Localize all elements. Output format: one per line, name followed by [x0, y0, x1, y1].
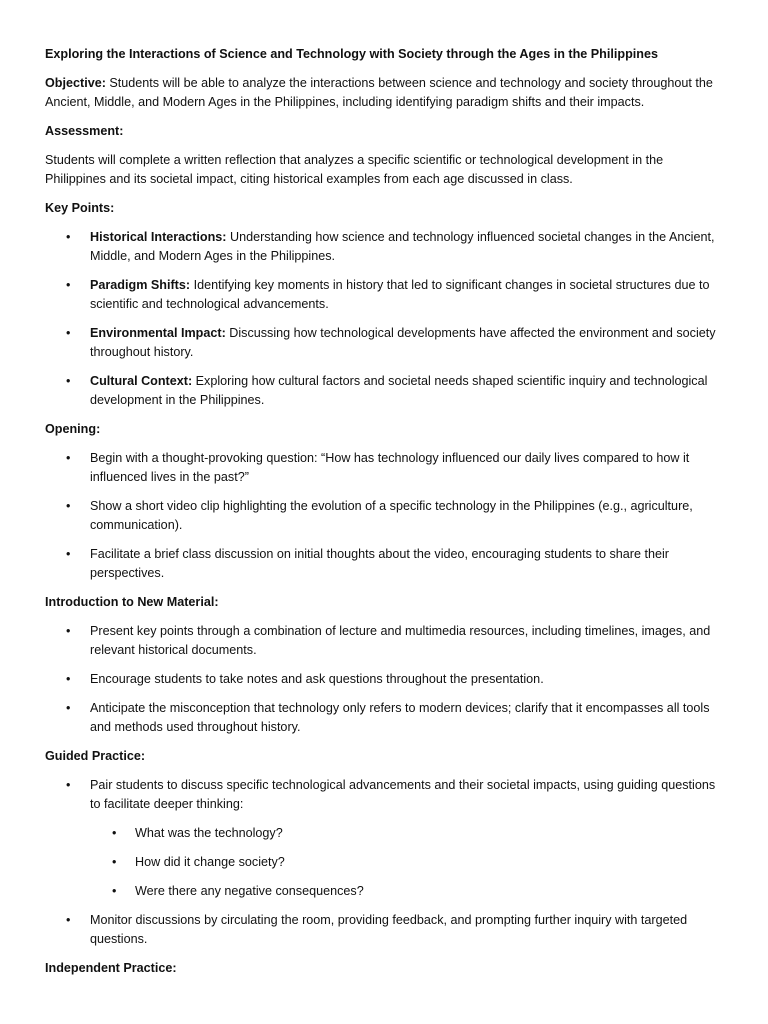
- sub-list-item: • What was the technology?: [45, 824, 722, 843]
- list-item: • Begin with a thought-provoking question: “How has technology influenced our daily lives compared to how it influenced lives in the past?”: [45, 449, 722, 487]
- assessment-text: Students will complete a written reflection that analyzes a specific scientific or technological development in the Philippines and its societal impact, citing historical examples from each age discussed in class.: [45, 153, 664, 186]
- list-item: [45, 372, 722, 410]
- list-item-text: Understanding how science and technology influenced societal changes in the Ancient, Middle, and Modern Ages in the Philippines.: [90, 230, 715, 263]
- list-item-label: Cultural Context:: [90, 374, 193, 388]
- opening-list: [45, 449, 722, 583]
- list-item-text: Identifying key moments in history that led to significant changes in societal structures due to scientific and technological advancements.: [90, 278, 710, 311]
- independent-practice-heading: Independent Practice:: [45, 961, 177, 975]
- document-title: Exploring the Interactions of Science and Technology with Society through the Ages in the Philippines: [45, 47, 658, 61]
- guided-practice-list: [45, 776, 722, 949]
- introduction-list: [45, 622, 722, 737]
- list-item-text: Discussing how technological developments have affected the environment and society throughout history.: [90, 326, 716, 359]
- list-item-label: Environmental Impact:: [90, 326, 226, 340]
- list-item-text: Exploring how cultural factors and societal needs shaped scientific inquiry and technological development in the Philippines.: [90, 374, 708, 407]
- list-item-text: Pair students to discuss specific technological advancements and their societal impacts, using guiding questions to facilitate deeper thinking:: [90, 778, 716, 811]
- list-item: • Monitor discussions by circulating the room, providing feedback, and prompting further inquiry with targeted questions.: [45, 911, 722, 949]
- sub-list-item: • Were there any negative consequences?: [45, 882, 722, 901]
- guiding-questions-list: [90, 824, 722, 901]
- opening-heading: Opening:: [45, 422, 101, 436]
- list-item: [45, 228, 722, 266]
- list-item: • Present key points through a combination of lecture and multimedia resources, including timelines, images, and relevant historical documents.: [45, 622, 722, 660]
- key-points-list: [45, 228, 722, 410]
- list-item: • Encourage students to take notes and ask questions throughout the presentation.: [45, 670, 722, 689]
- sub-list-item: • How did it change society?: [45, 853, 722, 872]
- objective-label: Objective:: [45, 76, 106, 90]
- assessment-heading: Assessment:: [45, 124, 124, 138]
- list-item: [45, 776, 722, 901]
- objective-paragraph: [45, 74, 722, 112]
- list-item: • Facilitate a brief class discussion on initial thoughts about the video, encouraging students to share their perspectives.: [45, 545, 722, 583]
- objective-text: Students will be able to analyze the interactions between science and technology and society throughout the Ancient, Middle, and Modern Ages in the Philippines, including identifying paradigm shifts and their impacts.: [45, 76, 713, 109]
- guided-practice-heading: Guided Practice:: [45, 749, 146, 763]
- list-item: [45, 276, 722, 314]
- list-item-label: Historical Interactions:: [90, 230, 227, 244]
- key-points-heading: Key Points:: [45, 201, 115, 215]
- list-item-label: Paradigm Shifts:: [90, 278, 191, 292]
- list-item: [45, 324, 722, 362]
- introduction-heading: Introduction to New Material:: [45, 595, 219, 609]
- list-item: • Anticipate the misconception that technology only refers to modern devices; clarify that it encompasses all tools and methods used throughout history.: [45, 699, 722, 737]
- list-item: • Show a short video clip highlighting the evolution of a specific technology in the Philippines (e.g., agriculture, communication).: [45, 497, 722, 535]
